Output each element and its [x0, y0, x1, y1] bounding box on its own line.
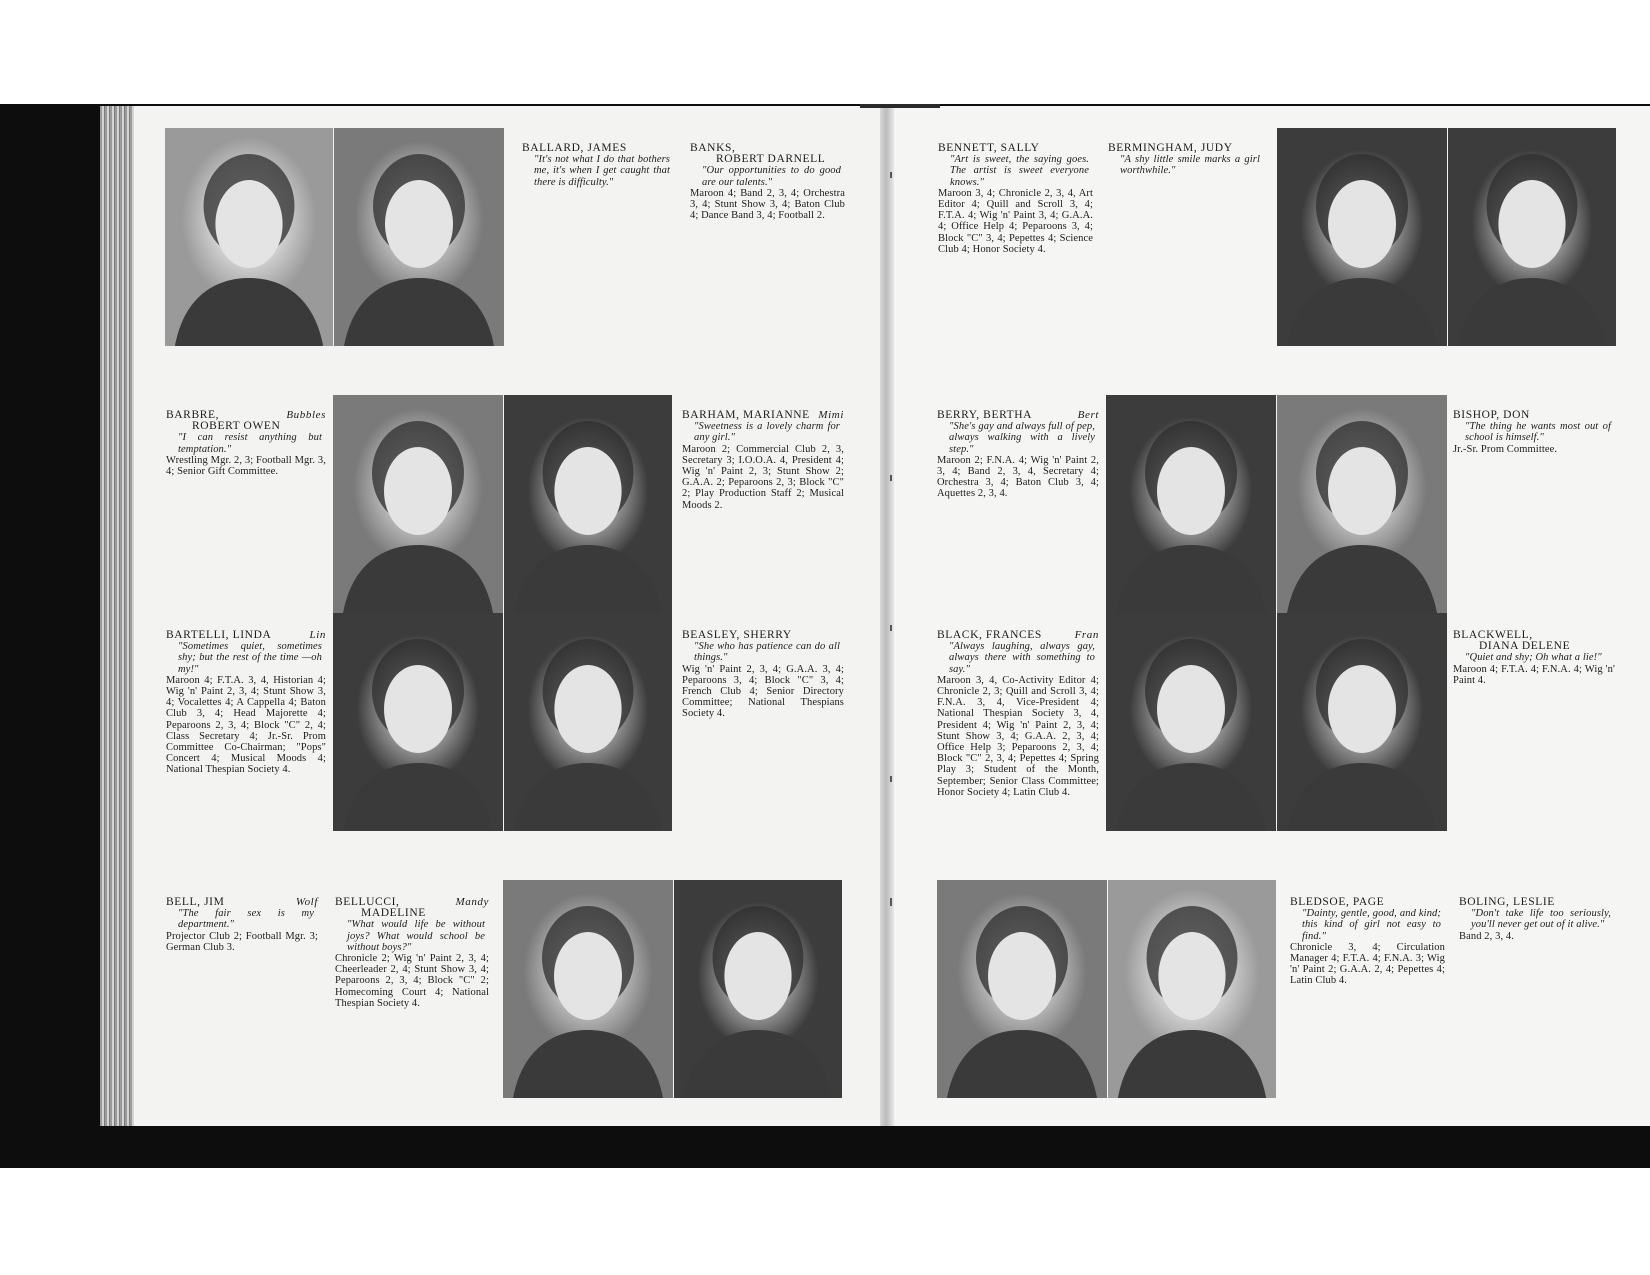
face-shape [1328, 180, 1396, 268]
entry-bledsoe [1290, 897, 1445, 987]
portrait-berry [1106, 395, 1276, 613]
student-quote: "She's gay and always full of pep, always walking with a lively step." [949, 421, 1095, 455]
face-shape [554, 932, 622, 1020]
student-name: BERMINGHAM, JUDY [1108, 142, 1233, 154]
face-shape [554, 665, 621, 753]
shoulders-shape [1118, 1030, 1266, 1098]
student-quote: "What would life be without joys? What would school be without boys?" [347, 919, 485, 953]
shoulders-shape [1458, 278, 1606, 346]
student-name: BELL, JIM Wolf [166, 896, 318, 908]
portrait-silhouette [937, 880, 1107, 1098]
portrait-beasley [504, 613, 672, 831]
student-activities: Band 2, 3, 4. [1459, 930, 1514, 942]
student-name: BOLING, LESLIE [1459, 896, 1555, 908]
portrait-silhouette [1448, 128, 1616, 346]
shoulders-shape [175, 278, 323, 346]
entry-banks [690, 143, 845, 221]
entry-bermingham [1108, 143, 1264, 177]
student-activities: Wig 'n' Paint 2, 3, 4; G.A.A. 3, 4; Peparoons 3, 4; Block "C" 3, 4; French Club 4; Senior Directory Committee; National Thespians Society 4. [682, 663, 844, 720]
student-name: BARTELLI, LINDA Lin [166, 629, 326, 641]
scan-speck [890, 172, 892, 178]
entry-barham [682, 410, 844, 511]
entry-boling [1459, 897, 1615, 942]
student-name-line2: MADELINE [361, 907, 426, 920]
student-nickname: Bubbles [286, 409, 326, 421]
face-shape [1157, 447, 1225, 535]
portrait-silhouette [1277, 613, 1447, 831]
portrait-black [1106, 613, 1276, 831]
portrait-bellucci [674, 880, 842, 1098]
shoulders-shape [684, 1030, 832, 1098]
portrait-silhouette [504, 395, 672, 613]
book-page-edges [100, 106, 136, 1126]
student-activities: Maroon 2; Commercial Club 2, 3, Secretary 3; I.O.O.A. 4, President 4; Wig 'n' Paint 2, 3; Stunt Show 2; G.A.A. 2; Peparoons 2, 3; Block "C" 2; Play Production Staff 2; Musical Moods 2. [682, 443, 844, 511]
portrait-banks [334, 128, 504, 346]
entry-berry [937, 410, 1099, 500]
student-quote: "Quiet and shy; Oh what a lie!" [1465, 652, 1602, 664]
face-shape [988, 932, 1056, 1020]
shoulders-shape [1287, 545, 1437, 613]
portrait-bartelli [333, 613, 503, 831]
student-quote: "Sometimes quiet, sometimes shy; but the rest of the time —oh my!" [178, 641, 322, 675]
face-shape [1328, 447, 1396, 535]
student-quote: "Always laughing, always gay, always there with something to say." [949, 641, 1095, 675]
portrait-silhouette [674, 880, 842, 1098]
portrait-silhouette [1106, 613, 1276, 831]
student-quote: "The thing he wants most out of school is himself." [1465, 421, 1611, 444]
student-activities: Wrestling Mgr. 2, 3; Football Mgr. 3, 4; Senior Gift Committee. [166, 454, 326, 478]
portrait-silhouette [1108, 880, 1276, 1098]
scan-speck [890, 625, 892, 631]
student-activities: Maroon 2; F.N.A. 4; Wig 'n' Paint 2, 3, 4; Band 2, 3, 4, Secretary 4; Orchestra 3, 4; Baton Club 3, 4; Aquettes 2, 3, 4. [937, 454, 1099, 500]
student-name: BENNETT, SALLY [938, 142, 1040, 154]
scan-speck [890, 475, 892, 481]
entry-bennett [938, 143, 1093, 255]
portrait-silhouette [333, 395, 503, 613]
shoulders-shape [514, 763, 662, 831]
student-quote: "Dainty, gentle, good, and kind; this kind of girl not easy to find." [1302, 908, 1441, 942]
student-activities: Jr.-Sr. Prom Committee. [1453, 443, 1558, 455]
student-name: BISHOP, DON [1453, 409, 1530, 421]
student-quote: "I can resist anything but temptation." [178, 432, 322, 455]
portrait-bermingham [1448, 128, 1616, 346]
portrait-bennett [1277, 128, 1447, 346]
scan-speck [890, 898, 892, 906]
student-quote: "A shy little smile marks a girl worthwhile." [1120, 154, 1260, 177]
entry-ballard [522, 143, 674, 188]
entry-barbre [166, 410, 326, 477]
portrait-bell [503, 880, 673, 1098]
portrait-silhouette [1106, 395, 1276, 613]
student-name: BARBRE, Bubbles [166, 409, 326, 421]
student-name: BLACKWELL, [1453, 629, 1533, 641]
portrait-barbre [333, 395, 503, 613]
scan-speck [890, 776, 892, 782]
entry-bell [166, 897, 318, 953]
student-activities: Chronicle 2; Wig 'n' Paint 2, 3, 4; Cheerleader 2, 4; Stunt Show 3, 4; Peparoons 2, 3, 4; Block "C" 2; Homecoming Court 4; National Thespian Society 4. [335, 953, 489, 1009]
face-shape [1157, 665, 1225, 753]
shoulders-shape [514, 545, 662, 613]
spine-mark [860, 104, 940, 108]
student-nickname: Fran [1074, 629, 1099, 641]
student-activities: Maroon 3, 4; Chronicle 2, 3, 4, Art Editor 4; Quill and Scroll 3, 4; F.T.A. 4; Wig 'n' Paint 3, 4; G.A.A. 4; Office Help 4; Peparoons 3, 4; Block "C" 3, 4; Pepettes 4; Science Club 4; Honor Society 4. [938, 187, 1093, 255]
portrait-silhouette [504, 613, 672, 831]
shoulders-shape [513, 1030, 663, 1098]
entry-blackwell [1453, 630, 1615, 686]
student-name: BEASLEY, SHERRY [682, 629, 792, 641]
face-shape [1158, 932, 1225, 1020]
shoulders-shape [1116, 763, 1266, 831]
student-name: BLEDSOE, PAGE [1290, 896, 1385, 908]
face-shape [384, 665, 452, 753]
shoulders-shape [1287, 763, 1437, 831]
entry-bellucci [335, 897, 489, 1009]
student-nickname: Mimi [818, 409, 844, 421]
entry-beasley [682, 630, 844, 720]
shoulders-shape [1287, 278, 1437, 346]
student-activities: Maroon 4; F.T.A. 4; F.N.A. 4; Wig 'n' Paint 4. [1453, 663, 1615, 686]
student-quote: "Our opportunities to do good are our talents." [702, 165, 841, 188]
entry-bartelli [166, 630, 326, 776]
student-quote: "Don't take life too seriously, you'll never get out of it alive." [1471, 908, 1611, 931]
face-shape [1328, 665, 1396, 753]
student-nickname: Lin [309, 629, 326, 641]
portrait-bishop [1277, 395, 1447, 613]
student-activities: Chronicle 3, 4; Circulation Manager 4; F.T.A. 4; F.N.A. 3; Wig 'n' Paint 2; G.A.A. 2, 4; Pepettes 4; Latin Club 4. [1290, 941, 1445, 987]
face-shape [554, 447, 621, 535]
entry-bishop [1453, 410, 1615, 455]
portrait-silhouette [503, 880, 673, 1098]
student-activities: Projector Club 2; Football Mgr. 3; German Club 3. [166, 930, 318, 953]
portrait-silhouette [165, 128, 333, 346]
portrait-boling [1108, 880, 1276, 1098]
portrait-blackwell [1277, 613, 1447, 831]
student-name: BALLARD, JAMES [522, 142, 627, 154]
student-nickname: Bert [1077, 409, 1099, 421]
student-name: BELLUCCI, Mandy [335, 896, 489, 908]
portrait-barham [504, 395, 672, 613]
portrait-silhouette [333, 613, 503, 831]
student-nickname: Wolf [295, 896, 318, 908]
book-gutter [880, 106, 894, 1126]
face-shape [384, 447, 452, 535]
portrait-silhouette [334, 128, 504, 346]
student-activities: Maroon 4; Band 2, 3, 4; Orchestra 3, 4; Stunt Show 3, 4; Baton Club 4; Dance Band 3, 4; Football 2. [690, 187, 845, 222]
shoulders-shape [343, 545, 493, 613]
face-shape [385, 180, 453, 268]
portrait-bledsoe [937, 880, 1107, 1098]
student-activities: Maroon 4; F.T.A. 3, 4, Historian 4; Wig 'n' Paint 2, 3, 4; Stunt Show 3, 4; Vocalettes 4; A Cappella 4; Baton Club 3, 4; Head Majorette 4; Peparoons 2, 3, 4; Block "C" 2, 4; Class Secretary 4; Jr.-Sr. Prom Committee Co-Chairman; "Pops" Concert 4; Musical Moods 4; National Thespian Society 4. [166, 674, 326, 776]
student-name: BLACK, FRANCES Fran [937, 629, 1099, 641]
face-shape [215, 180, 282, 268]
student-nickname: Mandy [455, 896, 489, 908]
student-quote: "She who has patience can do all things." [694, 641, 840, 664]
student-name-line2: ROBERT OWEN [192, 420, 281, 433]
student-activities: Maroon 3, 4, Co-Activity Editor 4; Chronicle 2, 3; Quill and Scroll 3, 4; F.N.A. 3, 4, Vice-President 4; National Thespian Society 3, 4, President 4; Wig 'n' Paint 2, 3, 4; Stunt Show 3, 4; G.A.A. 2, 3, 4; Office Help 3; Peparoons 2, 3, 4; Block "C" 2, 3, 4; Pepettes 4; Spring Play 3; Student of the Month, September; Senior Class Committee; Honor Society 4; Latin Club 4. [937, 674, 1099, 798]
student-name-line2: DIANA DELENE [1479, 640, 1571, 653]
shoulders-shape [344, 278, 494, 346]
student-name: BANKS, [690, 142, 736, 154]
face-shape [724, 932, 791, 1020]
student-quote: "Sweetness is a lovely charm for any girl." [694, 421, 840, 444]
portrait-ballard [165, 128, 333, 346]
entry-black [937, 630, 1099, 798]
portrait-silhouette [1277, 395, 1447, 613]
face-shape [1498, 180, 1565, 268]
shoulders-shape [1116, 545, 1266, 613]
shoulders-shape [947, 1030, 1097, 1098]
shoulders-shape [343, 763, 493, 831]
portrait-silhouette [1277, 128, 1447, 346]
student-name-line2: ROBERT DARNELL [716, 153, 826, 166]
student-quote: "The fair sex is my department." [178, 908, 314, 931]
student-quote: "Art is sweet, the saying goes. The artist is sweet everyone knows." [950, 154, 1089, 188]
student-quote: "It's not what I do that bothers me, it's when I get caught that there is difficulty." [534, 154, 670, 188]
student-name: BERRY, BERTHA Bert [937, 409, 1099, 421]
student-name: BARHAM, MARIANNE Mimi [682, 409, 844, 421]
